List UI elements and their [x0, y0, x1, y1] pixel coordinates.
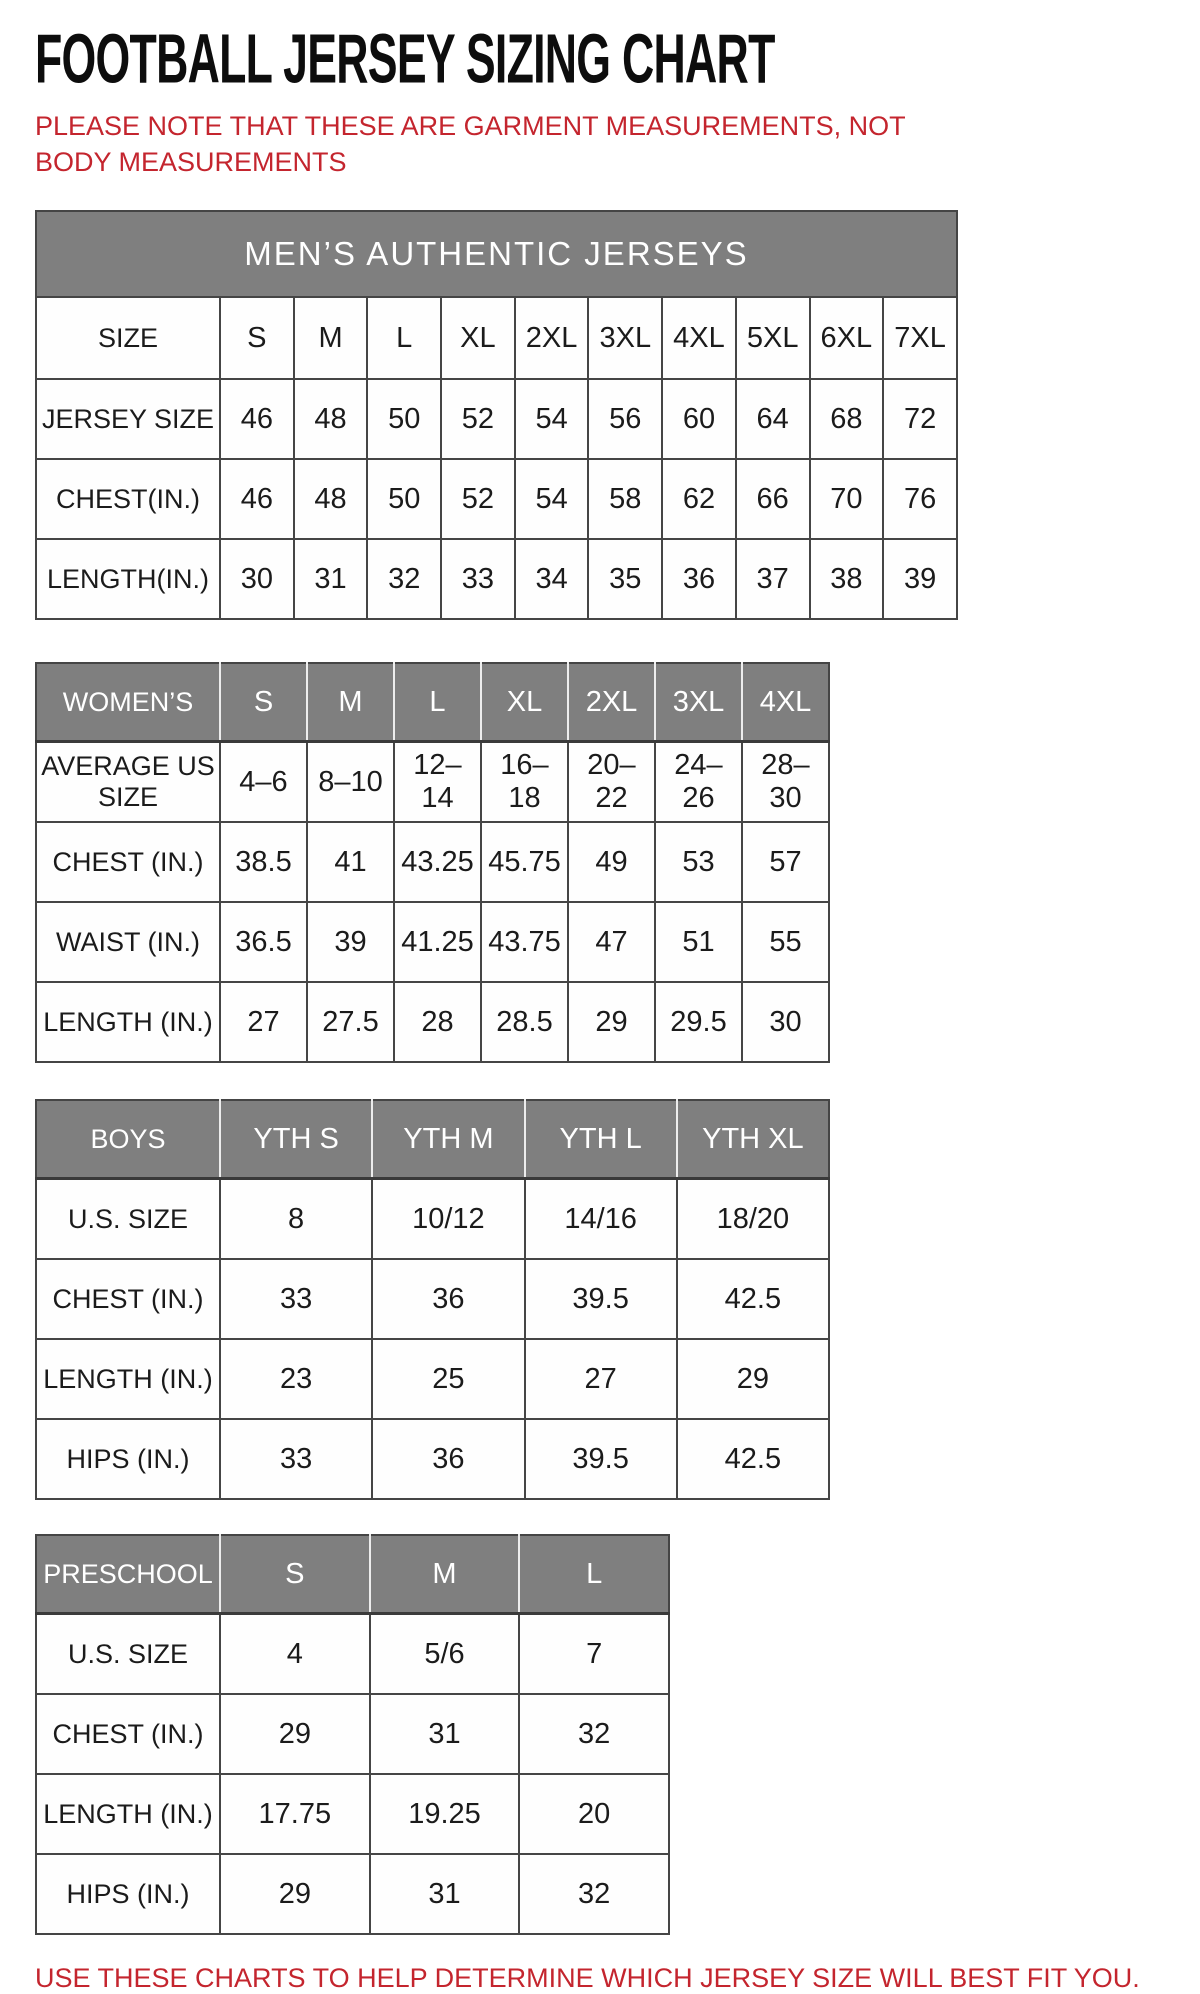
cell-value: 36 — [662, 539, 736, 619]
cell-value: 30 — [742, 982, 829, 1062]
cell-value: 37 — [736, 539, 810, 619]
womens-col-xl: XL — [481, 663, 568, 742]
cell-value: 5/6 — [370, 1614, 520, 1695]
cell-value: 38.5 — [220, 822, 307, 902]
boys-col-label: BOYS — [36, 1100, 220, 1179]
cell-value: 27 — [525, 1339, 677, 1419]
mens-col-xl: XL — [441, 297, 515, 379]
preschool-sizing-section — [35, 1534, 1165, 1935]
boys-row-length-in — [36, 1339, 829, 1419]
preschool-col-label: PRESCHOOL — [36, 1535, 220, 1614]
cell-value: 49 — [568, 822, 655, 902]
cell-value: 35 — [588, 539, 662, 619]
cell-value: 29 — [220, 1854, 370, 1934]
womens-col-3xl: 3XL — [655, 663, 742, 742]
cell-value: 8 — [220, 1179, 372, 1260]
row-label: CHEST (IN.) — [36, 1259, 220, 1339]
cell-value: 46 — [220, 459, 294, 539]
cell-value: 24–26 — [655, 742, 742, 823]
row-label: JERSEY SIZE — [36, 379, 220, 459]
womens-col-4xl: 4XL — [742, 663, 829, 742]
row-label: U.S. SIZE — [36, 1179, 220, 1260]
mens-col-6xl: 6XL — [810, 297, 884, 379]
boys-col-yth-l: YTH L — [525, 1100, 677, 1179]
cell-value: 36 — [372, 1419, 524, 1499]
cell-value: 33 — [441, 539, 515, 619]
cell-value: 28.5 — [481, 982, 568, 1062]
mens-row-jersey-size — [36, 379, 957, 459]
mens-col-l: L — [367, 297, 441, 379]
cell-value: 20–22 — [568, 742, 655, 823]
mens-col-label: SIZE — [36, 297, 220, 379]
mens-authentic-jerseys-section — [35, 210, 1165, 620]
row-label: U.S. SIZE — [36, 1614, 220, 1695]
boys-row-u-s-size — [36, 1179, 829, 1260]
cell-value: 29 — [220, 1694, 370, 1774]
boys-col-yth-xl: YTH XL — [677, 1100, 829, 1179]
cell-value: 56 — [588, 379, 662, 459]
cell-value: 20 — [519, 1774, 669, 1854]
row-label: CHEST (IN.) — [36, 822, 220, 902]
cell-value: 68 — [810, 379, 884, 459]
cell-value: 29.5 — [655, 982, 742, 1062]
womens-col-m: M — [307, 663, 394, 742]
row-label: LENGTH (IN.) — [36, 1339, 220, 1419]
cell-value: 4–6 — [220, 742, 307, 823]
cell-value: 39 — [883, 539, 957, 619]
cell-value: 48 — [294, 459, 368, 539]
cell-value: 31 — [370, 1694, 520, 1774]
cell-value: 16–18 — [481, 742, 568, 823]
boys-row-chest-in — [36, 1259, 829, 1339]
cell-value: 33 — [220, 1419, 372, 1499]
cell-value: 38 — [810, 539, 884, 619]
mens-row-chest-in — [36, 459, 957, 539]
mens-col-5xl: 5XL — [736, 297, 810, 379]
cell-value: 7 — [519, 1614, 669, 1695]
cell-value: 29 — [677, 1339, 829, 1419]
cell-value: 36.5 — [220, 902, 307, 982]
cell-value: 64 — [736, 379, 810, 459]
cell-value: 46 — [220, 379, 294, 459]
cell-value: 4 — [220, 1614, 370, 1695]
boys-sizing-section — [35, 1099, 1165, 1500]
womens-sizing-table — [35, 662, 830, 1063]
mens-col-7xl: 7XL — [883, 297, 957, 379]
cell-value: 14/16 — [525, 1179, 677, 1260]
row-label: LENGTH (IN.) — [36, 982, 220, 1062]
cell-value: 55 — [742, 902, 829, 982]
cell-value: 28–30 — [742, 742, 829, 823]
cell-value: 17.75 — [220, 1774, 370, 1854]
cell-value: 29 — [568, 982, 655, 1062]
cell-value: 34 — [515, 539, 589, 619]
row-label: WAIST (IN.) — [36, 902, 220, 982]
boys-sizing-table — [35, 1099, 830, 1500]
cell-value: 27 — [220, 982, 307, 1062]
cell-value: 51 — [655, 902, 742, 982]
row-label: AVERAGE US SIZE — [36, 742, 220, 823]
cell-value: 32 — [367, 539, 441, 619]
cell-value: 39.5 — [525, 1419, 677, 1499]
cell-value: 32 — [519, 1694, 669, 1774]
cell-value: 18/20 — [677, 1179, 829, 1260]
cell-value: 54 — [515, 459, 589, 539]
cell-value: 45.75 — [481, 822, 568, 902]
preschool-row-hips-in — [36, 1854, 669, 1934]
row-label: CHEST (IN.) — [36, 1694, 220, 1774]
boys-col-yth-s: YTH S — [220, 1100, 372, 1179]
mens-banner-row — [36, 211, 957, 297]
mens-banner-title: MEN’S AUTHENTIC JERSEYS — [36, 211, 957, 297]
cell-value: 70 — [810, 459, 884, 539]
cell-value: 62 — [662, 459, 736, 539]
cell-value: 41.25 — [394, 902, 481, 982]
womens-col-2xl: 2XL — [568, 663, 655, 742]
cell-value: 57 — [742, 822, 829, 902]
row-label: CHEST(IN.) — [36, 459, 220, 539]
page-title: FOOTBALL JERSEY SIZING CHART — [35, 21, 775, 99]
preschool-col-s: S — [220, 1535, 370, 1614]
preschool-row-chest-in — [36, 1694, 669, 1774]
cell-value: 41 — [307, 822, 394, 902]
cell-value: 54 — [515, 379, 589, 459]
cell-value: 8–10 — [307, 742, 394, 823]
cell-value: 32 — [519, 1854, 669, 1934]
cell-value: 66 — [736, 459, 810, 539]
mens-col-3xl: 3XL — [588, 297, 662, 379]
cell-value: 53 — [655, 822, 742, 902]
cell-value: 43.75 — [481, 902, 568, 982]
cell-value: 39.5 — [525, 1259, 677, 1339]
cell-value: 27.5 — [307, 982, 394, 1062]
mens-sizing-table — [35, 210, 958, 620]
mens-col-m: M — [294, 297, 368, 379]
womens-sizing-section — [35, 662, 1165, 1063]
boys-header-row — [36, 1100, 829, 1179]
mens-col-s: S — [220, 297, 294, 379]
womens-row-length-in — [36, 982, 829, 1062]
cell-value: 52 — [441, 379, 515, 459]
boys-col-yth-m: YTH M — [372, 1100, 524, 1179]
cell-value: 30 — [220, 539, 294, 619]
cell-value: 60 — [662, 379, 736, 459]
cell-value: 52 — [441, 459, 515, 539]
cell-value: 39 — [307, 902, 394, 982]
cell-value: 48 — [294, 379, 368, 459]
preschool-col-m: M — [370, 1535, 520, 1614]
mens-col-2xl: 2XL — [515, 297, 589, 379]
preschool-header-row — [36, 1535, 669, 1614]
cell-value: 23 — [220, 1339, 372, 1419]
womens-row-chest-in — [36, 822, 829, 902]
cell-value: 19.25 — [370, 1774, 520, 1854]
cell-value: 72 — [883, 379, 957, 459]
preschool-sizing-table — [35, 1534, 670, 1935]
womens-header-row — [36, 663, 829, 742]
footer-note: USE THESE CHARTS TO HELP DETERMINE WHICH JERSEY SIZE WILL BEST FIT YOU. — [35, 1963, 1140, 1994]
cell-value: 33 — [220, 1259, 372, 1339]
cell-value: 31 — [294, 539, 368, 619]
cell-value: 31 — [370, 1854, 520, 1934]
row-label: HIPS (IN.) — [36, 1854, 220, 1934]
womens-row-average-us-size — [36, 742, 829, 823]
garment-measurements-note: PLEASE NOTE THAT THESE ARE GARMENT MEASUREMENTS, NOT BODY MEASUREMENTS — [35, 111, 906, 177]
mens-col-4xl: 4XL — [662, 297, 736, 379]
cell-value: 58 — [588, 459, 662, 539]
cell-value: 36 — [372, 1259, 524, 1339]
cell-value: 42.5 — [677, 1419, 829, 1499]
preschool-row-length-in — [36, 1774, 669, 1854]
cell-value: 28 — [394, 982, 481, 1062]
womens-row-waist-in — [36, 902, 829, 982]
preschool-row-u-s-size — [36, 1614, 669, 1695]
womens-col-l: L — [394, 663, 481, 742]
womens-col-s: S — [220, 663, 307, 742]
mens-header-row — [36, 297, 957, 379]
cell-value: 47 — [568, 902, 655, 982]
cell-value: 43.25 — [394, 822, 481, 902]
cell-value: 50 — [367, 459, 441, 539]
row-label: HIPS (IN.) — [36, 1419, 220, 1499]
cell-value: 50 — [367, 379, 441, 459]
cell-value: 12–14 — [394, 742, 481, 823]
row-label: LENGTH (IN.) — [36, 1774, 220, 1854]
cell-value: 25 — [372, 1339, 524, 1419]
cell-value: 10/12 — [372, 1179, 524, 1260]
cell-value: 76 — [883, 459, 957, 539]
mens-row-length-in — [36, 539, 957, 619]
boys-row-hips-in — [36, 1419, 829, 1499]
womens-col-label: WOMEN’S — [36, 663, 220, 742]
preschool-col-l: L — [519, 1535, 669, 1614]
cell-value: 42.5 — [677, 1259, 829, 1339]
row-label: LENGTH(IN.) — [36, 539, 220, 619]
